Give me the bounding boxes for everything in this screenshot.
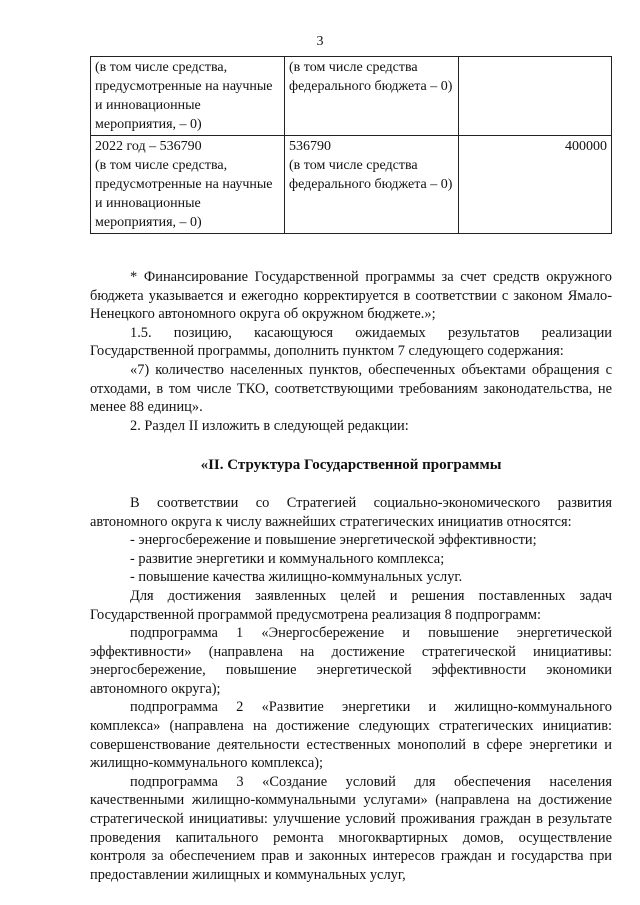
table-row: [91, 57, 612, 136]
table-cell: (в том числе средства федерального бюджета – 0): [285, 57, 459, 136]
document-body: [90, 268, 612, 884]
paragraph: подпрограмма 2 «Развитие энергетики и жилищно-коммунального комплекса» (направлена на достижение следующих стратегических инициатив: совершенствование деятельности естественных монополий в сфере энергетики и жилищно-коммунального комплекса);: [90, 699, 612, 772]
list-item: - развитие энергетики и коммунального комплекса;: [130, 550, 445, 567]
paragraph: подпрограмма 1 «Энергосбережение и повышение энергетической эффективности» (направлена на достижение стратегической инициативы: энергосбережение, повышение энергетической эффективности экономики автономного округа);: [90, 625, 612, 697]
paragraph: 2. Раздел II изложить в следующей редакции:: [130, 417, 409, 434]
cell-note: (в том числе средства, предусмотренные на научные и инновационные мероприятия, – 0): [95, 158, 273, 230]
paragraph: «7) количество населенных пунктов, обеспеченных объектами обращения с отходами, в том числе ТКО, соответствующими требованиям законодательства, не менее 88 единиц».: [90, 361, 612, 416]
table-row: [91, 136, 612, 234]
table-cell: [91, 136, 285, 234]
page-number: 3: [316, 34, 324, 49]
footnote: * Финансирование Государственной программы за счет средств окружного бюджета указывается и ежегодно корректируется в соответствии с законом Ямало-Ненецкого автономного округа об окружном бюджете.»;: [90, 269, 612, 323]
budget-table: [90, 56, 612, 234]
amount: 536790: [289, 139, 331, 154]
list-item: - энергосбережение и повышение энергетической эффективности;: [130, 532, 537, 549]
cell-note: (в том числе средства федерального бюджета – 0): [289, 158, 453, 192]
paragraph: В соответствии со Стратегией социально-экономического развития автономного округа к числу важнейших стратегических инициатив относятся:: [90, 494, 612, 530]
paragraph: 1.5. позицию, касающуюся ожидаемых результатов реализации Государственной программы, дополнить пунктом 7 следующего содержания:: [90, 324, 612, 360]
table-cell: [459, 57, 612, 136]
table-cell: 400000: [459, 136, 612, 234]
year-amount: 2022 год – 536790: [95, 139, 202, 154]
section-title: «II. Структура Государственной программы: [200, 457, 502, 474]
paragraph: подпрограмма 3 «Создание условий для обеспечения населения качественными жилищно-коммунальными услугами» (направлена на достижение стратегической инициативы: улучшение условий проживания граждан в результате проведения капитального ремонта многоквартирных домов, осуществление контроля за обеспечением прав и законных интересов граждан и государства при предоставлении жилищных и коммунальных услуг,: [90, 773, 612, 883]
paragraph: Для достижения заявленных целей и решения поставленных задач Государственной программой предусмотрена реализация 8 подпрограмм:: [90, 587, 612, 623]
table-cell: (в том числе средства, предусмотренные на научные и инновационные мероприятия, – 0): [91, 57, 285, 136]
list-item: - повышение качества жилищно-коммунальных услуг.: [130, 569, 463, 586]
table-cell: [285, 136, 459, 234]
